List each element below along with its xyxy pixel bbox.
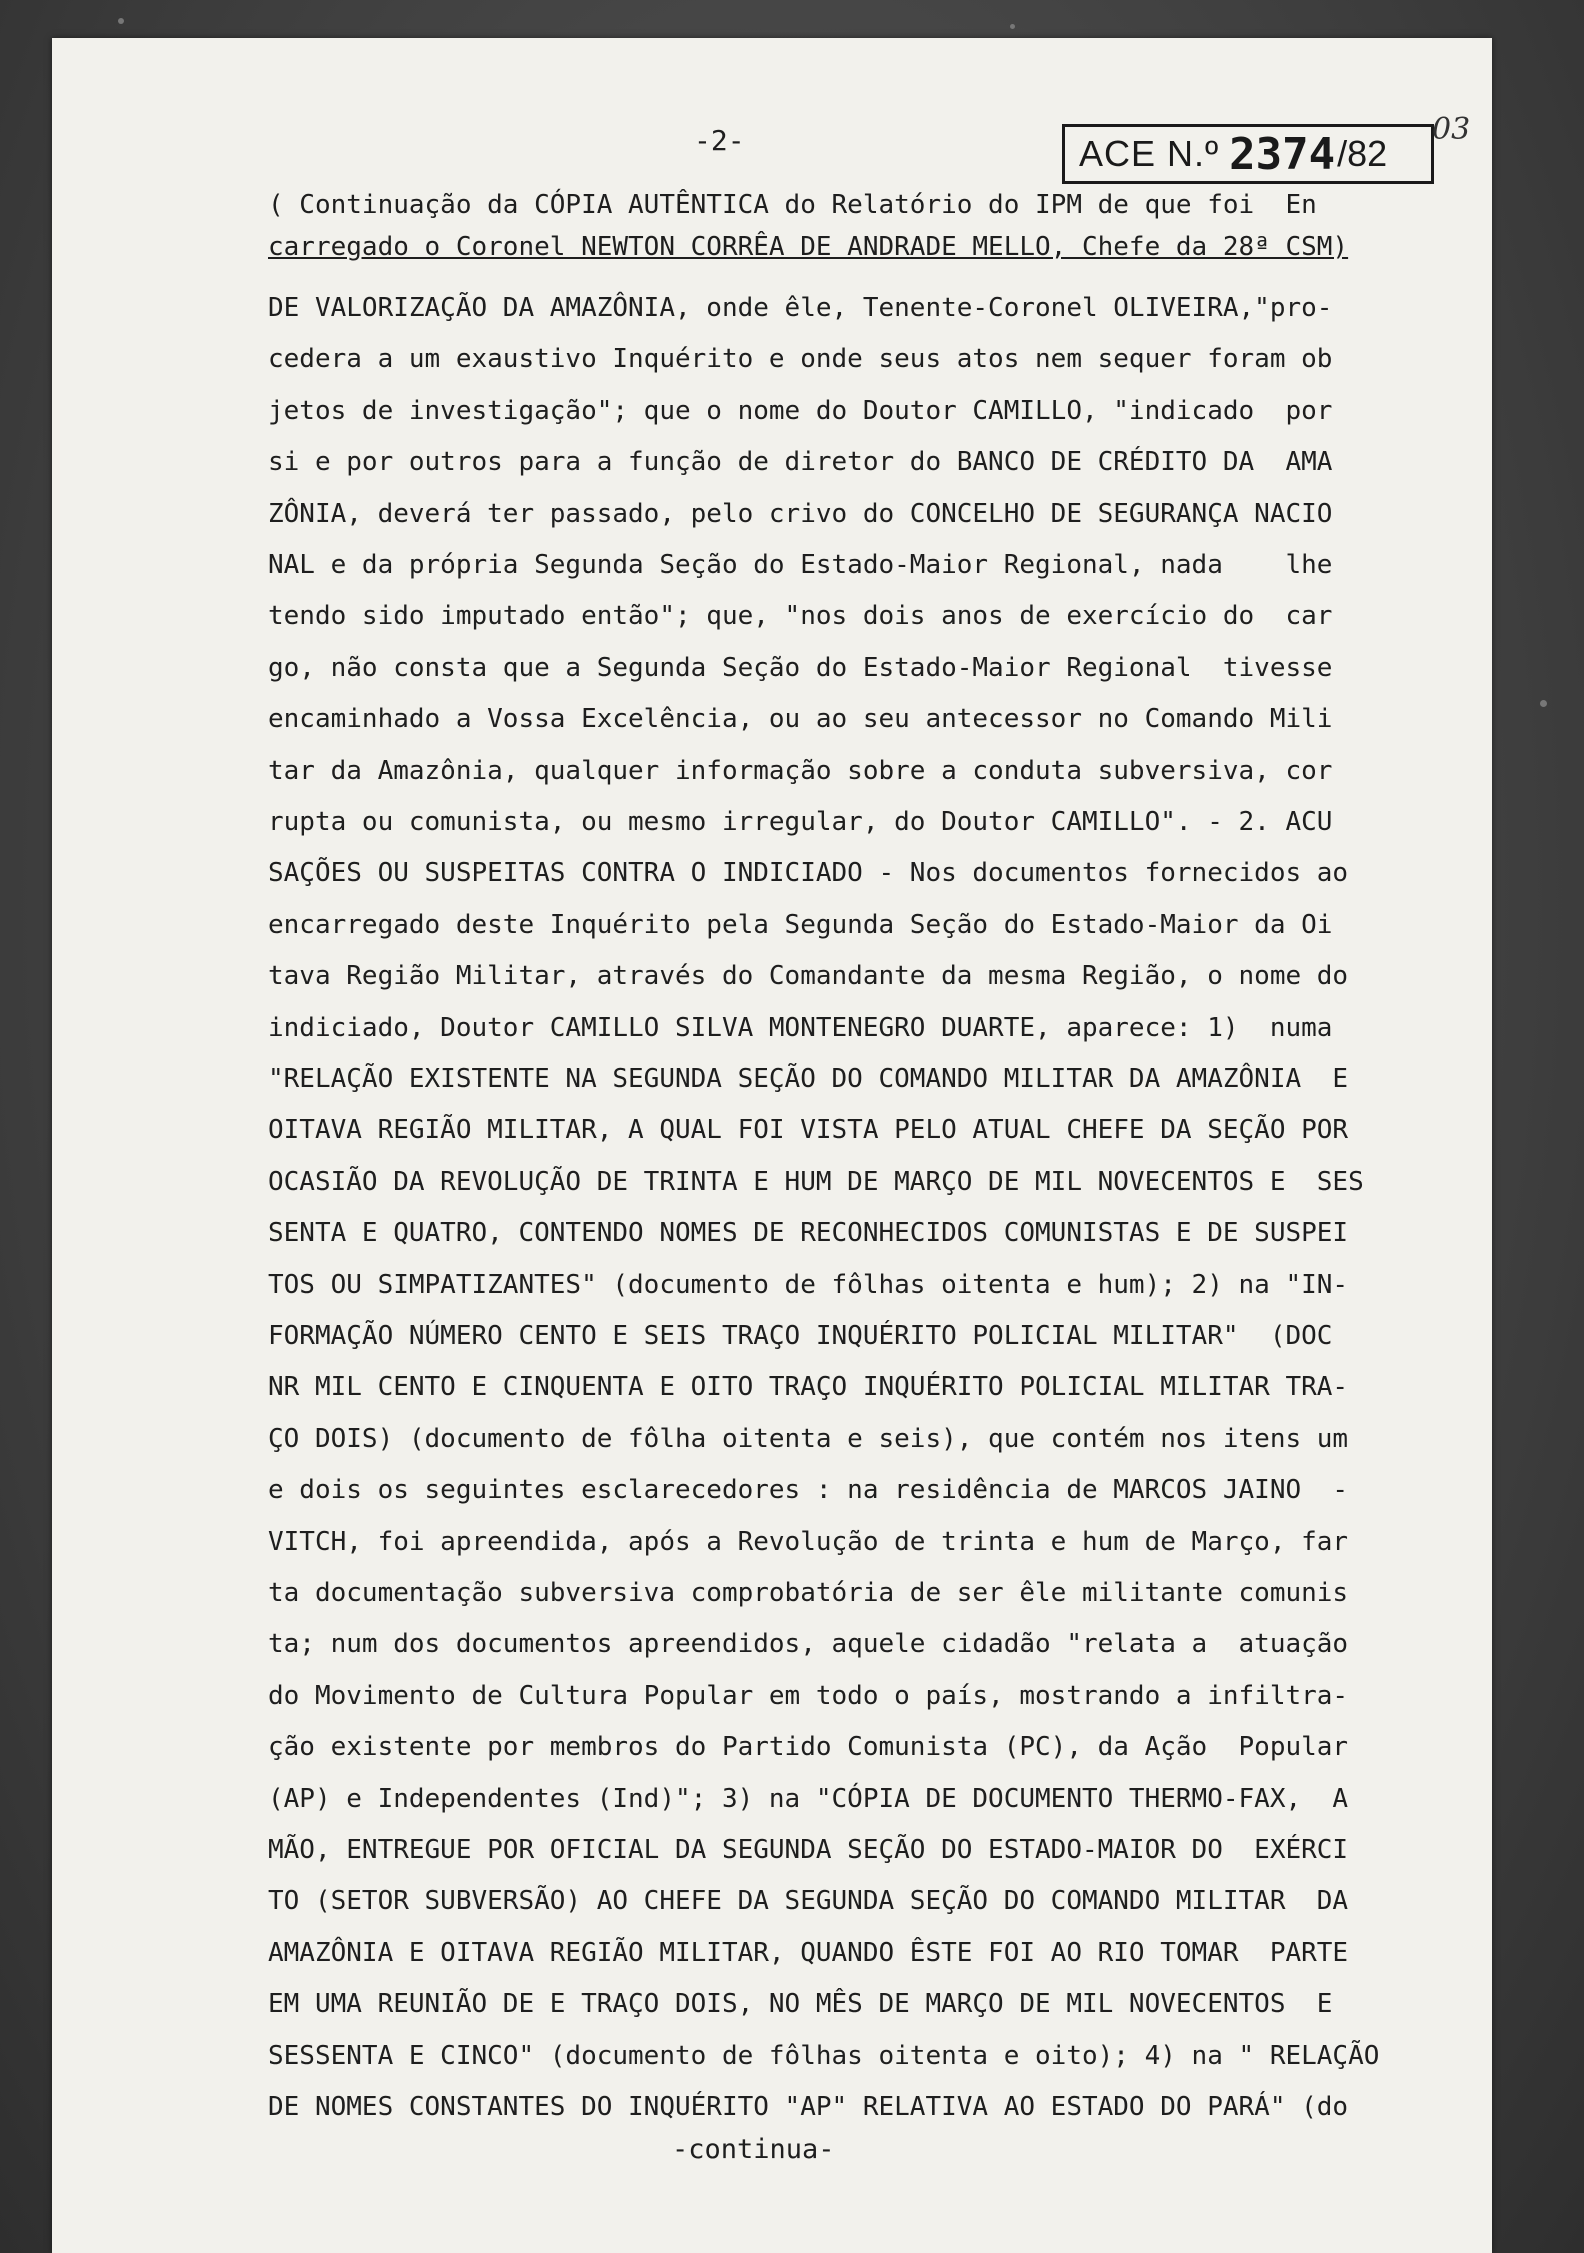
body-line: go, não consta que a Segunda Seção do Estado-Maior Regional tivesse bbox=[268, 652, 1333, 683]
body-line: do Movimento de Cultura Popular em todo o país, mostrando a infiltra- bbox=[268, 1680, 1349, 1711]
body-line: tava Região Militar, através do Comandante da mesma Região, o nome do bbox=[268, 961, 1349, 992]
body-line: tar da Amazônia, qualquer informação sobre a conduta subversiva, cor bbox=[268, 755, 1333, 786]
dust-speck bbox=[1540, 700, 1547, 707]
body-line: rupta ou comunista, ou mesmo irregular, do Doutor CAMILLO". - 2. ACU bbox=[268, 807, 1333, 837]
dust-speck bbox=[1010, 24, 1015, 29]
body-line: encaminhado a Vossa Excelência, ou ao seu antecessor no Comando Mili bbox=[268, 704, 1333, 735]
body-line: indiciado, Doutor CAMILLO SILVA MONTENEGRO DUARTE, aparece: 1) numa bbox=[268, 1012, 1333, 1043]
body-line: OITAVA REGIÃO MILITAR, A QUAL FOI VISTA PELO ATUAL CHEFE DA SEÇÃO POR bbox=[268, 1115, 1349, 1146]
body-line: SAÇÕES OU SUSPEITAS CONTRA O INDICIADO - Nos documentos fornecidos ao bbox=[268, 858, 1349, 889]
header-line: carregado o Coronel NEWTON CORRÊA DE ANDRADE MELLO, Chefe da 28ª CSM) bbox=[268, 232, 1349, 262]
stamp-prefix: ACE N.º bbox=[1079, 133, 1220, 174]
body-line: ção existente por membros do Partido Comunista (PC), da Ação Popular bbox=[268, 1732, 1349, 1763]
continuation-footer: -continua- bbox=[672, 2134, 835, 2165]
handwritten-folio-number: 03 bbox=[1432, 112, 1471, 147]
body-line: encarregado deste Inquérito pela Segunda Seção do Estado-Maior da Oi bbox=[268, 909, 1333, 940]
body-line: ZÔNIA, deverá ter passado, pelo crivo do CONCELHO DE SEGURANÇA NACIO bbox=[268, 498, 1333, 529]
body-line: si e por outros para a função de diretor do BANCO DE CRÉDITO DA AMA bbox=[268, 447, 1333, 478]
body-line: SENTA E QUATRO, CONTENDO NOMES DE RECONHECIDOS COMUNISTAS E DE SUSPEI bbox=[268, 1218, 1349, 1249]
body-line: DE NOMES CONSTANTES DO INQUÉRITO "AP" RELATIVA AO ESTADO DO PARÁ" (do bbox=[268, 2092, 1349, 2122]
body-line: DE VALORIZAÇÃO DA AMAZÔNIA, onde êle, Tenente-Coronel OLIVEIRA,"pro- bbox=[268, 293, 1333, 323]
body-line: jetos de investigação"; que o nome do Doutor CAMILLO, "indicado por bbox=[268, 395, 1333, 426]
body-line: SESSENTA E CINCO" (documento de fôlhas oitenta e oito); 4) na " RELAÇÃO bbox=[268, 2040, 1380, 2071]
body-line: MÃO, ENTREGUE POR OFICIAL DA SEGUNDA SEÇÃO DO ESTADO-MAIOR DO EXÉRCI bbox=[268, 1835, 1349, 1865]
stamp-year: /82 bbox=[1337, 133, 1388, 174]
body-line: TOS OU SIMPATIZANTES" (documento de fôlhas oitenta e hum); 2) na "IN- bbox=[268, 1269, 1349, 1300]
body-line: cedera a um exaustivo Inquérito e onde seus atos nem sequer foram ob bbox=[268, 344, 1333, 375]
body-line: AMAZÔNIA E OITAVA REGIÃO MILITAR, QUANDO ÊSTE FOI AO RIO TOMAR PARTE bbox=[268, 1937, 1349, 1968]
body-line: NAL e da própria Segunda Seção do Estado-Maior Regional, nada lhe bbox=[268, 550, 1333, 580]
header-line: ( Continuação da CÓPIA AUTÊNTICA do Relatório do IPM de que foi En bbox=[268, 190, 1317, 220]
stamp-number: 2374 bbox=[1229, 128, 1336, 180]
archive-stamp bbox=[1062, 124, 1434, 184]
body-line: ta; num dos documentos apreendidos, aquele cidadão "relata a atuação bbox=[268, 1629, 1349, 1660]
body-line: tendo sido imputado então"; que, "nos dois anos de exercício do car bbox=[268, 601, 1333, 632]
page-number: -2- bbox=[694, 124, 745, 157]
body-line: "RELAÇÃO EXISTENTE NA SEGUNDA SEÇÃO DO COMANDO MILITAR DA AMAZÔNIA E bbox=[268, 1064, 1349, 1094]
body-line: EM UMA REUNIÃO DE E TRAÇO DOIS, NO MÊS DE MARÇO DE MIL NOVECENTOS E bbox=[268, 1989, 1333, 2020]
body-line: (AP) e Independentes (Ind)"; 3) na "CÓPIA DE DOCUMENTO THERMO-FAX, A bbox=[268, 1783, 1349, 1814]
body-line: ÇO DOIS) (documento de fôlha oitenta e seis), que contém nos itens um bbox=[268, 1423, 1349, 1454]
body-line: FORMAÇÃO NÚMERO CENTO E SEIS TRAÇO INQUÉRITO POLICIAL MILITAR" (DOC bbox=[268, 1321, 1333, 1351]
body-line: TO (SETOR SUBVERSÃO) AO CHEFE DA SEGUNDA SEÇÃO DO COMANDO MILITAR DA bbox=[268, 1886, 1349, 1917]
dust-speck bbox=[118, 18, 124, 24]
body-line: e dois os seguintes esclarecedores : na residência de MARCOS JAINO - bbox=[268, 1475, 1349, 1506]
body-line: VITCH, foi apreendida, após a Revolução de trinta e hum de Março, far bbox=[268, 1526, 1349, 1557]
body-line: NR MIL CENTO E CINQUENTA E OITO TRAÇO INQUÉRITO POLICIAL MILITAR TRA- bbox=[268, 1372, 1349, 1403]
body-line: OCASIÃO DA REVOLUÇÃO DE TRINTA E HUM DE MARÇO DE MIL NOVECENTOS E SES bbox=[268, 1166, 1364, 1197]
body-line: ta documentação subversiva comprobatória de ser êle militante comunis bbox=[268, 1578, 1349, 1608]
